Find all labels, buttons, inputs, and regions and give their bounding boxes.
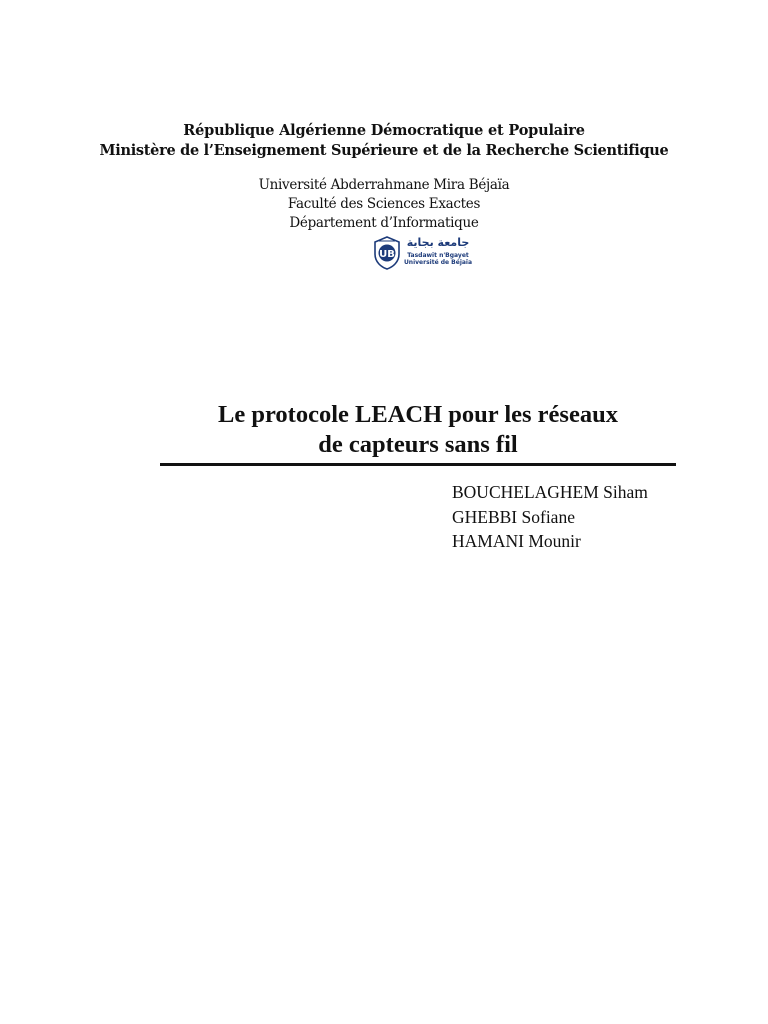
logo-subtitle-1: Tasdawit n'Bgayet (407, 252, 469, 259)
logo-subtitle-2: Université de Béjaïa (403, 259, 473, 266)
ministry-heading: Ministère de l’Enseignement Supérieure et de la Recherche Scientifique (99, 142, 669, 159)
department-name: Département d’Informatique (289, 215, 479, 231)
university-name: Université Abderrahmane Mira Béjaïa (258, 177, 510, 193)
faculty-name: Faculté des Sciences Exactes (287, 196, 481, 212)
author-name: GHEBBI Sofiane (452, 506, 575, 527)
university-logo (373, 236, 473, 272)
author-name: BOUCHELAGHEM Siham (452, 482, 648, 502)
logo-arabic-text: جامعة بجاية (406, 236, 470, 249)
republic-heading: République Algérienne Démocratique et Populaire (183, 122, 585, 139)
title-underline (160, 463, 676, 466)
author-name: HAMANI Mounir (452, 531, 581, 551)
svg-text:UB: UB (379, 249, 395, 260)
university-emblem-icon (373, 236, 401, 270)
document-title (160, 400, 676, 460)
author-list (452, 480, 648, 554)
title-line-2: de capteurs sans fil (318, 431, 518, 458)
title-line-1: Le protocole LEACH pour les réseaux (218, 401, 618, 428)
